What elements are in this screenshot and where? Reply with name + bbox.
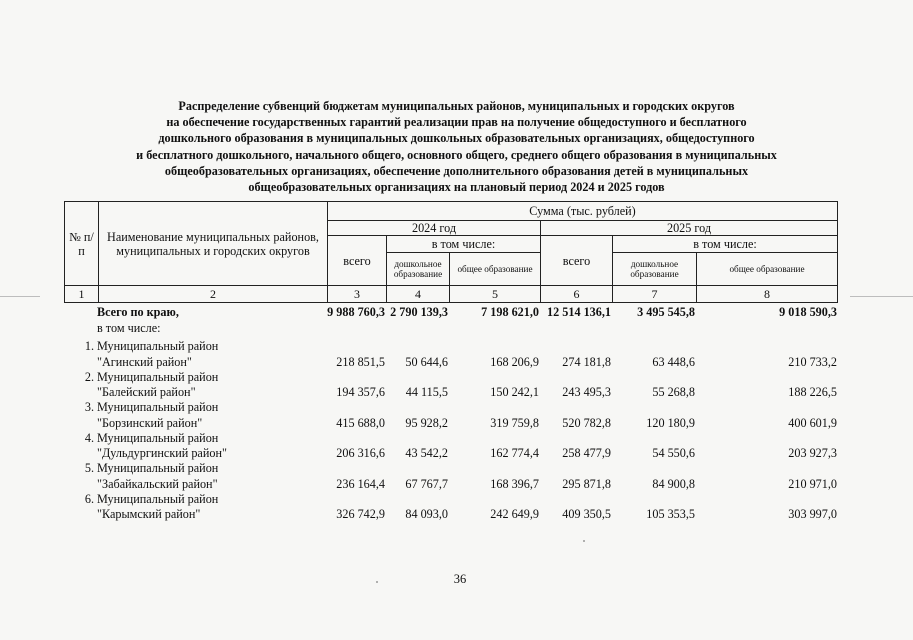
- header-year-2025: 2025 год: [541, 221, 838, 236]
- document-title: [60, 98, 853, 195]
- scan-artifact-line: [850, 296, 913, 297]
- row-name-line2: "Дульдургинский район": [97, 446, 227, 460]
- header-general-2024: общее образование: [450, 253, 541, 286]
- title-line: общеобразовательных организациях, обеспечение дополнительного образования детей в муниципальных: [164, 163, 749, 178]
- column-number: 3: [328, 286, 387, 303]
- row-number: 2.: [84, 369, 94, 384]
- row-name-line1: Муниципальный район: [97, 461, 219, 475]
- cell-value: 120 180,9: [646, 415, 695, 430]
- title-line: и бесплатного дошкольного, начального общего, основного общего, среднего общего образования в муниципальных: [136, 147, 777, 162]
- total-label: Всего по краю,: [97, 305, 179, 319]
- cell-value: 243 495,3: [562, 385, 611, 399]
- cell-value: 236 164,4: [336, 476, 385, 491]
- row-number: 4.: [84, 430, 94, 445]
- cell-value: 210 971,0: [788, 476, 837, 491]
- total-value: 9 018 590,3: [779, 305, 837, 319]
- cell-value: 188 226,5: [788, 385, 837, 399]
- header-total-2025: всего: [541, 236, 613, 286]
- cell-value: 67 767,7: [405, 476, 448, 491]
- column-number: 1: [65, 286, 99, 303]
- cell-value: 105 353,5: [646, 507, 695, 521]
- cell-value: 400 601,9: [788, 415, 837, 430]
- row-name-line1: Муниципальный район: [97, 339, 219, 353]
- cell-value: 218 851,5: [336, 354, 385, 369]
- column-number: 6: [541, 286, 613, 303]
- row-number: 3.: [84, 400, 94, 414]
- cell-value: 194 357,6: [336, 385, 385, 399]
- page-number: 36: [453, 572, 467, 586]
- scan-speck: [583, 540, 585, 542]
- scan-artifact-line: [0, 296, 40, 297]
- cell-value: 63 448,6: [652, 354, 695, 369]
- cell-value: 168 206,9: [490, 354, 539, 369]
- scan-speck: [376, 581, 378, 583]
- cell-value: 258 477,9: [562, 446, 611, 460]
- title-line: общеобразовательных организациях на плановый период 2024 и 2025 годов: [248, 180, 665, 195]
- header-name: Наименование муниципальных районов, муниципальных и городских округов: [99, 202, 328, 286]
- cell-value: 409 350,5: [562, 507, 611, 521]
- cell-value: 520 782,8: [562, 415, 611, 430]
- table-header: [64, 201, 838, 303]
- cell-value: 55 268,8: [652, 385, 695, 399]
- header-preschool-2024: дошкольное образование: [387, 253, 450, 286]
- total-value: 7 198 621,0: [481, 305, 539, 319]
- row-name-line2: "Балейский район": [97, 385, 196, 399]
- row-name-line2: "Карымский район": [97, 507, 201, 521]
- column-number: 4: [387, 286, 450, 303]
- cell-value: 210 733,2: [788, 354, 837, 369]
- cell-value: 162 774,4: [490, 446, 539, 460]
- header-year-2024: 2024 год: [328, 221, 541, 236]
- cell-value: 84 900,8: [652, 476, 695, 491]
- cell-value: 203 927,3: [788, 446, 837, 460]
- row-name-line1: Муниципальный район: [97, 491, 219, 506]
- cell-value: 95 928,2: [405, 415, 448, 430]
- header-preschool-2025: дошкольное образование: [613, 253, 697, 286]
- cell-value: 242 649,9: [490, 507, 539, 521]
- row-name-line2: "Борзинский район": [97, 415, 203, 430]
- cell-value: 54 550,6: [652, 446, 695, 460]
- total-sub-label: в том числе:: [97, 321, 161, 335]
- cell-value: 206 316,6: [336, 446, 385, 460]
- title-line: на обеспечение государственных гарантий реализации прав на получение общедоступного и бесплатного: [166, 115, 747, 130]
- row-name-line1: Муниципальный район: [97, 369, 219, 384]
- title-line: дошкольного образования в муниципальных дошкольных образовательных организациях, общедоступного: [158, 131, 755, 146]
- title-line: Распределение субвенций бюджетам муниципальных районов, муниципальных и городских округов: [178, 99, 735, 113]
- row-name-line2: "Агинский район": [97, 354, 192, 369]
- column-number: 8: [697, 286, 838, 303]
- cell-value: 319 759,8: [490, 415, 539, 430]
- row-name-line1: Муниципальный район: [97, 400, 219, 414]
- header-total-2024: всего: [328, 236, 387, 286]
- row-name-line2: "Забайкальский район": [97, 476, 218, 491]
- header-sum: Сумма (тыс. рублей): [328, 202, 838, 221]
- header-incl-2025: в том числе:: [613, 236, 838, 253]
- cell-value: 44 115,5: [405, 385, 448, 399]
- cell-value: 326 742,9: [336, 507, 385, 521]
- header-num: № п/п: [65, 202, 99, 286]
- cell-value: 43 542,2: [405, 446, 448, 460]
- header-general-2025: общее образование: [697, 253, 838, 286]
- row-number: 5.: [84, 461, 94, 475]
- cell-value: 303 997,0: [788, 507, 837, 521]
- column-number: 5: [450, 286, 541, 303]
- row-name-line1: Муниципальный район: [97, 430, 219, 445]
- column-number: 7: [613, 286, 697, 303]
- cell-value: 84 093,0: [405, 507, 448, 521]
- header-incl-2024: в том числе:: [387, 236, 541, 253]
- row-number: 6.: [84, 491, 94, 506]
- total-value: 12 514 136,1: [547, 305, 611, 319]
- column-number: 2: [99, 286, 328, 303]
- total-value: 9 988 760,3: [327, 305, 385, 319]
- row-number: 1.: [84, 339, 94, 353]
- cell-value: 274 181,8: [562, 354, 611, 369]
- cell-value: 150 242,1: [490, 385, 539, 399]
- cell-value: 295 871,8: [562, 476, 611, 491]
- cell-value: 50 644,6: [405, 354, 448, 369]
- cell-value: 168 396,7: [490, 476, 539, 491]
- cell-value: 415 688,0: [336, 415, 385, 430]
- total-value: 3 495 545,8: [637, 305, 695, 319]
- total-value: 2 790 139,3: [390, 305, 448, 319]
